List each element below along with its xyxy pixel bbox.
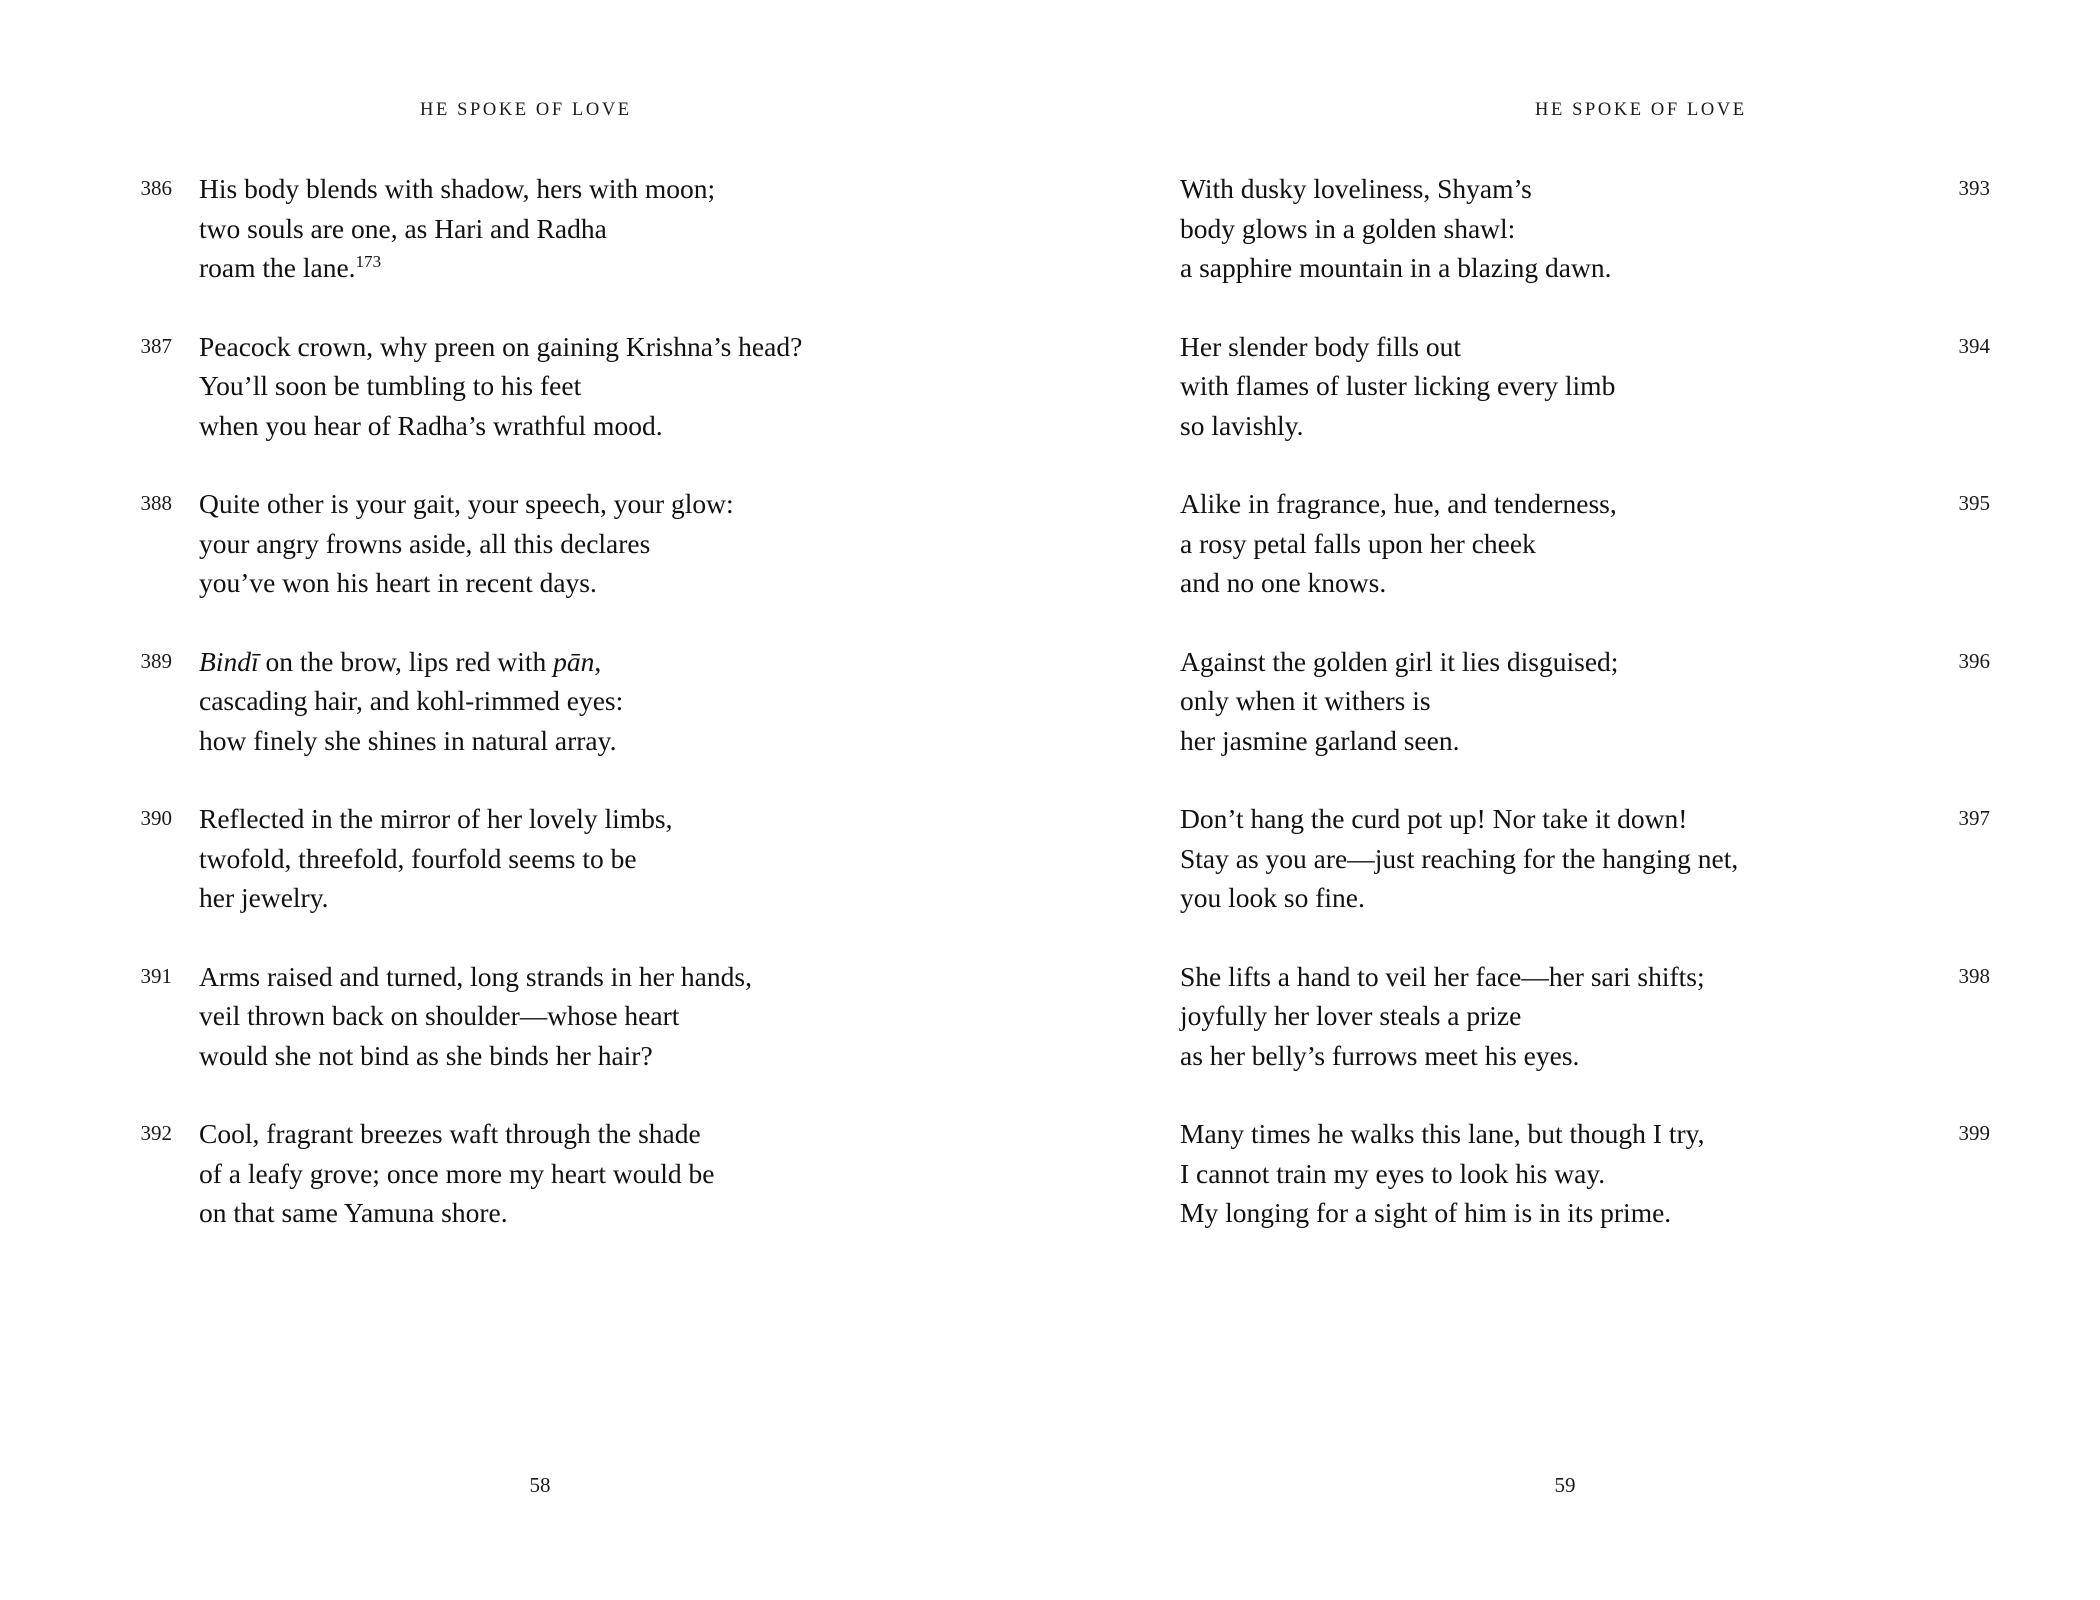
verse: [110, 327, 990, 446]
verse-line: She lifts a hand to veil her face—her sari shifts;: [1180, 960, 1705, 992]
verse-number: 398: [1958, 963, 1990, 988]
verse: [110, 642, 990, 761]
verse-line: Stay as you are—just reaching for the hanging net,: [1180, 842, 1739, 874]
verse-line: Alike in fragrance, hue, and tenderness,: [1180, 488, 1617, 519]
verse-number: 386: [140, 176, 172, 200]
verse-text: [199, 169, 990, 288]
verse-line: Reflected in the mirror of her lovely limbs,: [199, 803, 673, 834]
verse-line: you’ve won his heart in recent days.: [199, 567, 597, 598]
verse-text: [1180, 169, 1908, 288]
verse-line: with flames of luster licking every limb: [1180, 370, 1616, 401]
verse-line: My longing for a sight of him is in its prime.: [1180, 1197, 1672, 1228]
verse-list-verso: [110, 169, 990, 1233]
verse: [110, 957, 990, 1076]
running-head-recto: HE SPOKE OF LOVE: [1535, 100, 1747, 120]
verse: [110, 169, 990, 288]
verse-line: her jewelry.: [199, 882, 329, 913]
verse-line: would she not bind as she binds her hair?: [199, 1039, 653, 1071]
verse: [1180, 484, 1990, 603]
verse-line: a sapphire mountain in a blazing dawn.: [1180, 252, 1612, 283]
verse-line: I cannot train my eyes to look his way.: [1180, 1157, 1606, 1189]
verse-line: Bindī on the brow, lips red with pān,: [199, 645, 602, 677]
verse-number: 399: [1958, 1121, 1990, 1145]
verse: [1180, 642, 1990, 761]
verse-number: 392: [140, 1121, 172, 1145]
verse-number: 396: [1958, 648, 1990, 673]
verse-line: Peacock crown, why preen on gaining Krishna’s head?: [199, 330, 803, 362]
verse-text: [1180, 642, 1908, 761]
verse-line: her jasmine garland seen.: [1180, 724, 1460, 756]
verse-line: Quite other is your gait, your speech, your glow:: [199, 488, 734, 519]
verse-line: Many times he walks this lane, but though I try,: [1180, 1118, 1705, 1149]
verse: [110, 484, 990, 603]
verse-line: joyfully her lover steals a prize: [1180, 1000, 1522, 1031]
verse-text: [199, 799, 990, 918]
verse-number: 387: [140, 333, 172, 358]
verse-number: 391: [140, 963, 172, 988]
verse-line: of a leafy grove; once more my heart would be: [199, 1157, 715, 1189]
verse-line: With dusky loveliness, Shyam’s: [1180, 173, 1532, 204]
verse-text: [1180, 799, 1908, 918]
page-recto: [1050, 0, 2100, 1600]
verse-line: so lavishly.: [1180, 409, 1304, 441]
verse-text: [199, 484, 990, 603]
verse: [1180, 957, 1990, 1076]
verse: [110, 1114, 990, 1233]
verse-line: two souls are one, as Hari and Radha: [199, 212, 607, 244]
verse-line: how finely she shines in natural array.: [199, 724, 617, 756]
verse: [1180, 327, 1990, 446]
verse-line: Against the golden girl it lies disguised;: [1180, 645, 1619, 677]
verse-number: 390: [140, 806, 172, 830]
verse-line: only when it withers is: [1180, 685, 1431, 716]
verse-number: 388: [140, 491, 172, 515]
verse-text: [1180, 484, 1908, 603]
verse-line: when you hear of Radha’s wrathful mood.: [199, 409, 663, 441]
verse-text: [199, 642, 990, 761]
verse-line: as her belly’s furrows meet his eyes.: [1180, 1039, 1580, 1071]
folio-recto: 59: [1554, 1473, 1576, 1497]
verse-number: 395: [1958, 491, 1990, 515]
verse-line: You’ll soon be tumbling to his feet: [199, 370, 582, 401]
footnote-marker[interactable]: 173: [355, 251, 382, 271]
verse: [1180, 1114, 1990, 1233]
verse-line: on that same Yamuna shore.: [199, 1197, 508, 1228]
verse-line: roam the lane.$^{173}$: [199, 251, 382, 283]
verse-number: 393: [1958, 176, 1990, 200]
verse-text: [199, 1114, 990, 1233]
verse-text: [199, 957, 990, 1076]
folio-verso: 58: [529, 1473, 551, 1497]
verse-line: you look so fine.: [1180, 882, 1365, 913]
verse-number: 394: [1958, 333, 1990, 358]
verse-line: a rosy petal falls upon her cheek: [1180, 527, 1536, 559]
verse-text: [1180, 957, 1908, 1076]
verse: [1180, 169, 1990, 288]
verse-number: 389: [140, 648, 172, 673]
verse-line: your angry frowns aside, all this declares: [199, 527, 651, 559]
verse-line: His body blends with shadow, hers with moon;: [199, 173, 716, 204]
verse: [1180, 799, 1990, 918]
verse-number: 397: [1958, 806, 1990, 830]
verse-line: body glows in a golden shawl:: [1180, 212, 1516, 244]
verse-line: and no one knows.: [1180, 567, 1387, 598]
verse-text: [199, 327, 990, 446]
verse-line: veil thrown back on shoulder—whose heart: [199, 1000, 680, 1031]
verse-line: Don’t hang the curd pot up! Nor take it down!: [1180, 803, 1688, 834]
verse-line: cascading hair, and kohl-rimmed eyes:: [199, 685, 624, 716]
verse-line: Her slender body fills out: [1180, 330, 1462, 362]
verse-list-recto: [1180, 169, 1990, 1233]
verse-text: [1180, 1114, 1908, 1233]
verse-line: Arms raised and turned, long strands in her hands,: [199, 960, 752, 992]
verse-line: twofold, threefold, fourfold seems to be: [199, 842, 637, 874]
verse: [110, 799, 990, 918]
running-head-verso: HE SPOKE OF LOVE: [420, 100, 632, 120]
verse-text: [1180, 327, 1908, 446]
verse-line: Cool, fragrant breezes waft through the shade: [199, 1118, 701, 1149]
